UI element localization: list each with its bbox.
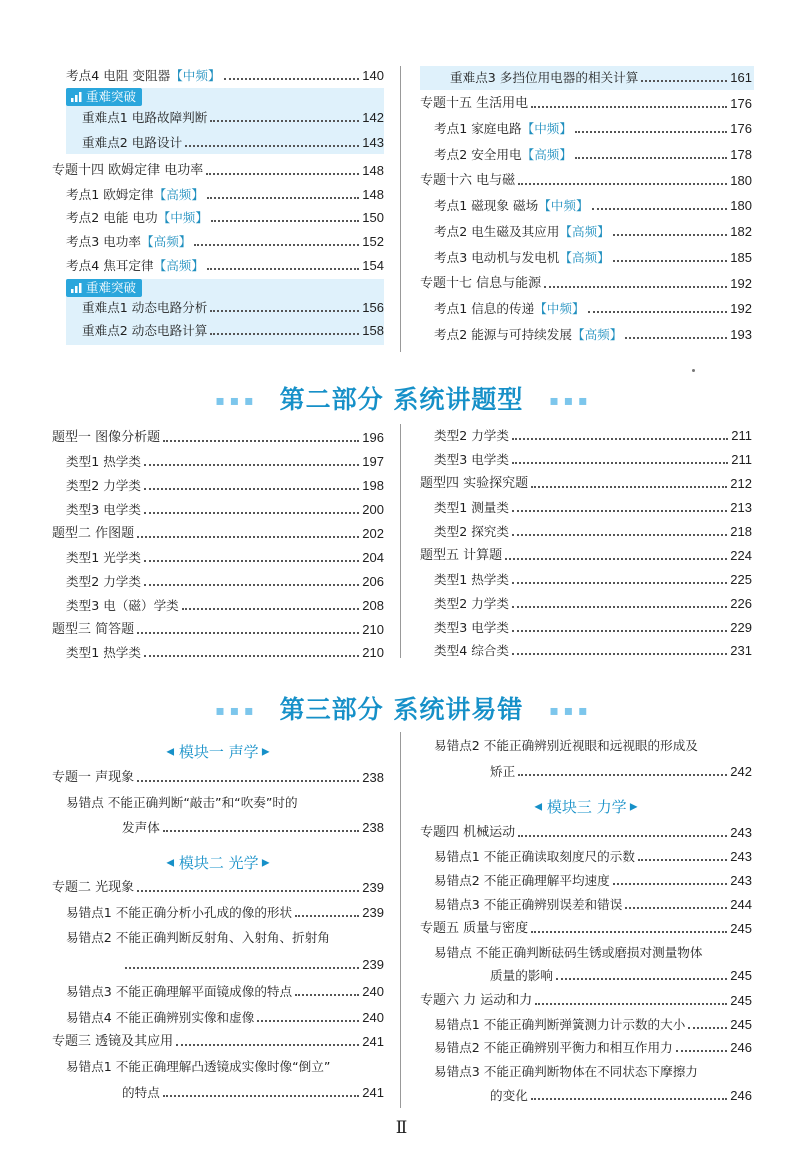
page-ref: 239: [362, 905, 384, 920]
entry-title: 重难点1 电路故障判断: [82, 110, 208, 125]
entry-title: 重难点2 动态电路计算: [82, 323, 208, 338]
dot-leader: [210, 120, 359, 122]
dot-leader: [676, 1050, 728, 1052]
dot-leader: [613, 883, 728, 885]
dot-leader: [194, 244, 359, 246]
page-number: Ⅱ: [395, 1118, 408, 1138]
entry-title: 考点1 家庭电路: [434, 121, 522, 136]
dot-leader: [535, 1003, 727, 1005]
toc-entry[interactable]: [52, 476, 384, 496]
entry-title: 易错点2 不能正确理解平均速度: [434, 873, 610, 888]
toc-entry[interactable]: [52, 256, 384, 276]
page-ref: 245: [730, 993, 752, 1008]
entry-title: 考点2 能源与可持续发展: [434, 327, 572, 342]
toc-section-entry[interactable]: [52, 768, 384, 788]
page-ref: 197: [362, 454, 384, 469]
page-ref: 176: [730, 96, 752, 111]
column-divider: [400, 66, 401, 352]
dot-leader: [512, 462, 728, 464]
entry-title: 易错点1 不能正确读取刻度尺的示数: [434, 849, 635, 864]
toc-entry[interactable]: [420, 618, 752, 638]
page-ref: 241: [362, 1085, 384, 1100]
page-ref: 150: [362, 210, 384, 225]
module-title: 模块二 光学: [178, 854, 259, 872]
dot-leader: [531, 486, 727, 488]
dot-leader: [144, 655, 359, 657]
toc-entry[interactable]: [52, 596, 384, 616]
entry-title: 矫正: [490, 764, 516, 779]
entry-title: 专题十四 欧姆定律 电功率: [52, 163, 204, 178]
toc-entry[interactable]: [52, 982, 384, 1002]
toc-section-entry[interactable]: [52, 620, 384, 640]
dot-leader: [512, 438, 728, 440]
dot-leader: [512, 653, 727, 655]
toc-entry[interactable]: [420, 966, 752, 986]
entry-title: 类型3 电（磁）学类: [66, 598, 179, 613]
entry-title: 题型四 实验探究题: [420, 476, 529, 491]
entry-title: 题型五 计算题: [420, 548, 503, 563]
entry-title: 专题三 透镜及其应用: [52, 1034, 174, 1049]
toc-entry[interactable]: [420, 641, 752, 661]
entry-title: 题型一 图像分析题: [52, 430, 161, 445]
dot-leader: [144, 464, 359, 466]
dot-leader: [207, 197, 359, 199]
entry-title: 易错点3 不能正确判断物体在不同状态下摩擦力: [434, 1064, 698, 1079]
entry-title: 专题十五 生活用电: [420, 96, 529, 111]
dot-leader: [518, 835, 727, 837]
module-title: 模块一 声学: [178, 743, 259, 761]
toc-entry[interactable]: [420, 594, 752, 614]
toc-entry[interactable]: [52, 185, 384, 205]
page-ref: 224: [730, 548, 752, 563]
toc-entry[interactable]: [420, 871, 752, 891]
dot-leader: [206, 173, 359, 175]
toc-entry[interactable]: [420, 1062, 752, 1082]
module-heading: [420, 796, 752, 818]
dot-leader: [295, 915, 359, 917]
toc-entry[interactable]: [420, 248, 752, 268]
toc-entry[interactable]: [52, 208, 384, 228]
dot-leader: [137, 780, 359, 782]
entry-title: 易错点4 不能正确辨别实像和虚像: [66, 1010, 255, 1025]
page-ref: 210: [362, 645, 384, 660]
dot-leader: [210, 333, 359, 335]
toc-entry[interactable]: [52, 1057, 384, 1077]
dot-leader: [688, 1027, 727, 1029]
triangle-right-icon: ▶: [258, 857, 270, 869]
entry-title: 专题二 光现象: [52, 880, 135, 895]
dot-leader: [512, 534, 727, 536]
page-ref: 225: [730, 572, 752, 587]
entry-title: 类型3 电学类: [66, 502, 141, 517]
frequency-tag: 【中频】: [170, 68, 221, 83]
dot-leader: [144, 560, 359, 562]
entry-title: 类型4 综合类: [434, 643, 509, 658]
toc-entry[interactable]: [420, 450, 752, 470]
toc-entry[interactable]: [52, 903, 384, 923]
dot-leader: [531, 931, 727, 933]
dot-leader: [592, 208, 728, 210]
dot-leader: [185, 145, 359, 147]
toc-section-entry[interactable]: [52, 161, 384, 181]
page-ref: 180: [730, 173, 752, 188]
dot-leader: [137, 890, 359, 892]
entry-title: 考点1 磁现象 磁场: [434, 198, 539, 213]
entry-title: 类型1 光学类: [66, 550, 141, 565]
page-ref: 218: [730, 524, 752, 539]
page-ref: 241: [362, 1034, 384, 1049]
entry-title: 考点4 电阻 变阻器: [66, 68, 171, 83]
dot-leader: [613, 234, 728, 236]
entry-title: 类型3 电学类: [434, 452, 509, 467]
entry-title: 质量的影响: [490, 968, 553, 983]
page-ref: 161: [730, 70, 752, 85]
toc-entry[interactable]: [52, 1083, 384, 1103]
dot-leader: [556, 978, 727, 980]
dot-leader: [518, 183, 727, 185]
page-ref: 185: [730, 250, 752, 265]
entry-title: 类型3 电学类: [434, 620, 509, 635]
page-ref: 156: [362, 300, 384, 315]
page-ref: 158: [362, 323, 384, 338]
dot-leader: [613, 260, 728, 262]
dot-leader: [518, 774, 727, 776]
entry-title: 易错点 不能正确判断“敲击”和“吹奏”时的: [66, 795, 298, 810]
decor-dots-icon: ▪ ▪ ▪: [215, 703, 254, 719]
toc-entry[interactable]: [420, 762, 752, 782]
module-heading: [52, 741, 384, 763]
toc-entry[interactable]: [420, 299, 752, 319]
toc-entry[interactable]: [52, 572, 384, 592]
toc-entry[interactable]: [420, 145, 752, 165]
page-ref: 244: [730, 897, 752, 912]
frequency-tag: 【高频】: [141, 234, 192, 249]
page-ref: 243: [730, 825, 752, 840]
page-ref: 246: [730, 1088, 752, 1103]
dot-leader: [575, 131, 727, 133]
toc-entry[interactable]: [52, 108, 384, 128]
page-ref: 239: [362, 880, 384, 895]
entry-title: 类型1 热学类: [66, 454, 141, 469]
toc-section-entry[interactable]: [52, 524, 384, 544]
entry-title: 易错点1 不能正确分析小孔成的像的形状: [66, 905, 293, 920]
part3-title: [0, 690, 803, 726]
page-ref: 204: [362, 550, 384, 565]
dot-leader: [207, 268, 359, 270]
frequency-tag: 【中频】: [534, 301, 585, 316]
page-ref: 202: [362, 526, 384, 541]
badge-label: 重难突破: [86, 89, 137, 104]
toc-section-entry[interactable]: [420, 474, 752, 494]
toc-entry[interactable]: [52, 643, 384, 663]
frequency-tag: 【高频】: [571, 327, 623, 342]
entry-title: 重难点3 多挡位用电器的相关计算: [450, 70, 639, 85]
frequency-tag: 【高频】: [153, 258, 204, 273]
entry-title: 专题六 力 运动和力: [420, 993, 533, 1008]
page-ref: 211: [731, 428, 752, 443]
entry-title: 易错点1 不能正确判断弹簧测力计示数的大小: [434, 1017, 686, 1032]
entry-title: 易错点3 不能正确辨别误差和错误: [434, 897, 623, 912]
toc-section-entry[interactable]: [420, 274, 752, 294]
page-ref: 206: [362, 574, 384, 589]
triangle-right-icon: ▶: [626, 801, 638, 813]
toc-entry[interactable]: [420, 196, 752, 216]
dot-leader: [163, 830, 360, 832]
dot-leader: [163, 440, 359, 442]
page-ref: 152: [362, 234, 384, 249]
toc-entry[interactable]: [420, 570, 752, 590]
toc-entry[interactable]: [420, 1086, 752, 1106]
toc-entry[interactable]: [52, 66, 384, 86]
decor-dots-icon: ▪ ▪ ▪: [549, 703, 588, 719]
dot-leader: [257, 1020, 359, 1022]
bar-chart-icon: [71, 92, 82, 102]
page-ref: 213: [730, 500, 752, 515]
frequency-tag: 【中频】: [538, 198, 589, 213]
toc-entry[interactable]: [420, 498, 752, 518]
dot-leader: [137, 632, 359, 634]
dot-leader: [505, 558, 727, 560]
dot-leader: [588, 311, 728, 313]
page-ref: 245: [730, 1017, 752, 1032]
entry-title: 专题五 质量与密度: [420, 921, 529, 936]
page-ref: 231: [730, 643, 752, 658]
page-ref: 212: [730, 476, 752, 491]
page-ref: 180: [730, 198, 752, 213]
page-ref: 208: [362, 598, 384, 613]
dot-leader: [512, 630, 727, 632]
triangle-left-icon: ◀: [166, 746, 175, 758]
dot-leader: [125, 967, 359, 969]
page-ref: 176: [730, 121, 752, 136]
page-ref: 238: [362, 770, 384, 785]
entry-title: 类型2 力学类: [66, 478, 141, 493]
entry-title: 易错点2 不能正确辨别近视眼和远视眼的形成及: [434, 738, 698, 753]
entry-title: 考点2 电能 电功: [66, 210, 158, 225]
dot-leader: [512, 582, 727, 584]
page-ref: 243: [730, 873, 752, 888]
dot-leader: [638, 859, 727, 861]
page-ref: 192: [730, 276, 752, 291]
toc-entry[interactable]: [420, 68, 752, 88]
entry-title: 重难点1 动态电路分析: [82, 300, 208, 315]
page-ref: 196: [362, 430, 384, 445]
entry-title: 类型2 探究类: [434, 524, 509, 539]
dot-leader: [163, 1095, 360, 1097]
part2-title-text: 第二部分 系统讲题型: [279, 385, 524, 414]
dot-leader: [137, 536, 359, 538]
toc-entry[interactable]: [52, 232, 384, 252]
triangle-right-icon: ▶: [258, 746, 270, 758]
decor-dots-icon: ▪ ▪ ▪: [215, 393, 254, 409]
entry-title: 发声体: [122, 820, 160, 835]
dot-leader: [575, 157, 727, 159]
dot-leader: [210, 310, 359, 312]
entry-title: 题型二 作图题: [52, 526, 135, 541]
entry-title: 专题四 机械运动: [420, 825, 516, 840]
dot-leader: [531, 106, 727, 108]
frequency-tag: 【高频】: [153, 187, 204, 202]
entry-title: 考点1 信息的传递: [434, 301, 535, 316]
dot-leader: [641, 80, 727, 82]
page-ref: 192: [730, 301, 752, 316]
toc-section-entry[interactable]: [420, 94, 752, 114]
toc-entry[interactable]: [52, 133, 384, 153]
toc-entry[interactable]: [52, 928, 384, 948]
toc-entry[interactable]: [420, 943, 752, 963]
part2-title: [0, 380, 803, 416]
toc-entry[interactable]: [52, 548, 384, 568]
entry-title: 易错点2 不能正确辨别平衡力和相互作用力: [434, 1040, 673, 1055]
toc-entry[interactable]: [420, 1015, 752, 1035]
frequency-tag: 【中频】: [157, 210, 208, 225]
entry-title: 考点4 焦耳定律: [66, 258, 154, 273]
toc-section-entry[interactable]: [52, 1032, 384, 1052]
toc-entry[interactable]: [420, 522, 752, 542]
page-ref: 142: [362, 110, 384, 125]
toc-section-entry[interactable]: [52, 428, 384, 448]
page-ref: 240: [362, 984, 384, 999]
page-ref: 239: [362, 957, 384, 972]
page-ref: 226: [730, 596, 752, 611]
toc-entry[interactable]: [52, 298, 384, 318]
dot-leader: [512, 510, 727, 512]
toc-section-entry[interactable]: [420, 991, 752, 1011]
dot-leader: [144, 512, 359, 514]
toc-entry[interactable]: [52, 321, 384, 341]
entry-title: 考点2 安全用电: [434, 147, 522, 162]
entry-title: 类型2 力学类: [66, 574, 141, 589]
dot-leader: [211, 220, 359, 222]
page-ref: 198: [362, 478, 384, 493]
dot-leader: [176, 1044, 359, 1046]
frequency-tag: 【高频】: [559, 224, 610, 239]
key-difficulty-badge: [66, 88, 142, 106]
page-ref: 242: [730, 764, 752, 779]
toc-entry[interactable]: [52, 500, 384, 520]
page-ref: 210: [362, 622, 384, 637]
page-ref: 148: [362, 187, 384, 202]
toc-entry[interactable]: [420, 325, 752, 345]
badge-label: 重难突破: [86, 280, 137, 295]
entry-title: 考点3 电功率: [66, 234, 141, 249]
page-ref: 246: [730, 1040, 752, 1055]
entry-title: 的变化: [490, 1088, 528, 1103]
toc-entry[interactable]: [420, 847, 752, 867]
page-ref: 154: [362, 258, 384, 273]
entry-title: 易错点 不能正确判断砝码生锈或磨损对测量物体: [434, 945, 703, 960]
column-divider: [400, 424, 401, 658]
page-ref: 243: [730, 849, 752, 864]
toc-section-entry[interactable]: [420, 171, 752, 191]
toc-section-entry[interactable]: [420, 919, 752, 939]
triangle-left-icon: ◀: [534, 801, 543, 813]
entry-title: 的特点: [122, 1085, 160, 1100]
dot-leader: [531, 1098, 728, 1100]
toc-entry[interactable]: [420, 426, 752, 446]
key-difficulty-badge: [66, 279, 142, 297]
page-ref: 211: [731, 452, 752, 467]
bar-chart-icon: [71, 283, 82, 293]
page-ref: 229: [730, 620, 752, 635]
page-ref: 140: [362, 68, 384, 83]
entry-title: 易错点2 不能正确判断反射角、入射角、折射角: [66, 930, 330, 945]
entry-title: 易错点1 不能正确理解凸透镜成实像时像“倒立”: [66, 1059, 331, 1074]
entry-title: 类型1 热学类: [66, 645, 141, 660]
dot-leader: [144, 584, 359, 586]
part3-title-text: 第三部分 系统讲易错: [279, 695, 524, 724]
dot-leader: [544, 286, 727, 288]
toc-entry[interactable]: [420, 895, 752, 915]
page-ref: 182: [730, 224, 752, 239]
toc-entry[interactable]: [420, 119, 752, 139]
page-ref: 143: [362, 135, 384, 150]
speck: [692, 369, 695, 372]
toc-entry[interactable]: [52, 818, 384, 838]
toc-section-entry[interactable]: [52, 878, 384, 898]
page-ref: 178: [730, 147, 752, 162]
toc-entry[interactable]: [52, 793, 384, 813]
toc-entry[interactable]: [420, 222, 752, 242]
triangle-left-icon: ◀: [166, 857, 175, 869]
entry-title: 题型三 简答题: [52, 622, 135, 637]
page-ref: 245: [730, 921, 752, 936]
entry-title: 考点2 电生磁及其应用: [434, 224, 560, 239]
page-ref: 245: [730, 968, 752, 983]
dot-leader: [512, 606, 727, 608]
module-title: 模块三 力学: [546, 798, 627, 816]
toc-section-entry[interactable]: [420, 823, 752, 843]
entry-title: 类型2 力学类: [434, 428, 509, 443]
page-ref: 148: [362, 163, 384, 178]
entry-title: 类型1 热学类: [434, 572, 509, 587]
entry-title: 易错点3 不能正确理解平面镜成像的特点: [66, 984, 293, 999]
page-ref: 240: [362, 1010, 384, 1025]
dot-leader: [625, 337, 727, 339]
entry-title: 专题一 声现象: [52, 770, 135, 785]
dot-leader: [182, 608, 360, 610]
toc-section-entry[interactable]: [420, 546, 752, 566]
frequency-tag: 【高频】: [521, 147, 572, 162]
toc-entry[interactable]: [420, 736, 752, 756]
frequency-tag: 【高频】: [559, 250, 610, 265]
dot-leader: [224, 78, 360, 80]
dot-leader: [144, 488, 359, 490]
entry-title: 专题十六 电与磁: [420, 173, 516, 188]
entry-title: 类型1 测量类: [434, 500, 509, 515]
entry-title: 重难点2 电路设计: [82, 135, 183, 150]
entry-title: 类型2 力学类: [434, 596, 509, 611]
toc-entry[interactable]: [52, 452, 384, 472]
entry-title: 专题十七 信息与能源: [420, 276, 542, 291]
dot-leader: [625, 907, 727, 909]
toc-entry[interactable]: [52, 1008, 384, 1028]
entry-title: 考点3 电动机与发电机: [434, 250, 560, 265]
toc-entry[interactable]: [52, 955, 384, 975]
column-divider: [400, 732, 401, 1108]
module-heading: [52, 852, 384, 874]
page-ref: 200: [362, 502, 384, 517]
decor-dots-icon: ▪ ▪ ▪: [549, 393, 588, 409]
dot-leader: [295, 994, 359, 996]
entry-title: 考点1 欧姆定律: [66, 187, 154, 202]
frequency-tag: 【中频】: [521, 121, 572, 136]
page-ref: 193: [730, 327, 752, 342]
toc-entry[interactable]: [420, 1038, 752, 1058]
page-ref: 238: [362, 820, 384, 835]
